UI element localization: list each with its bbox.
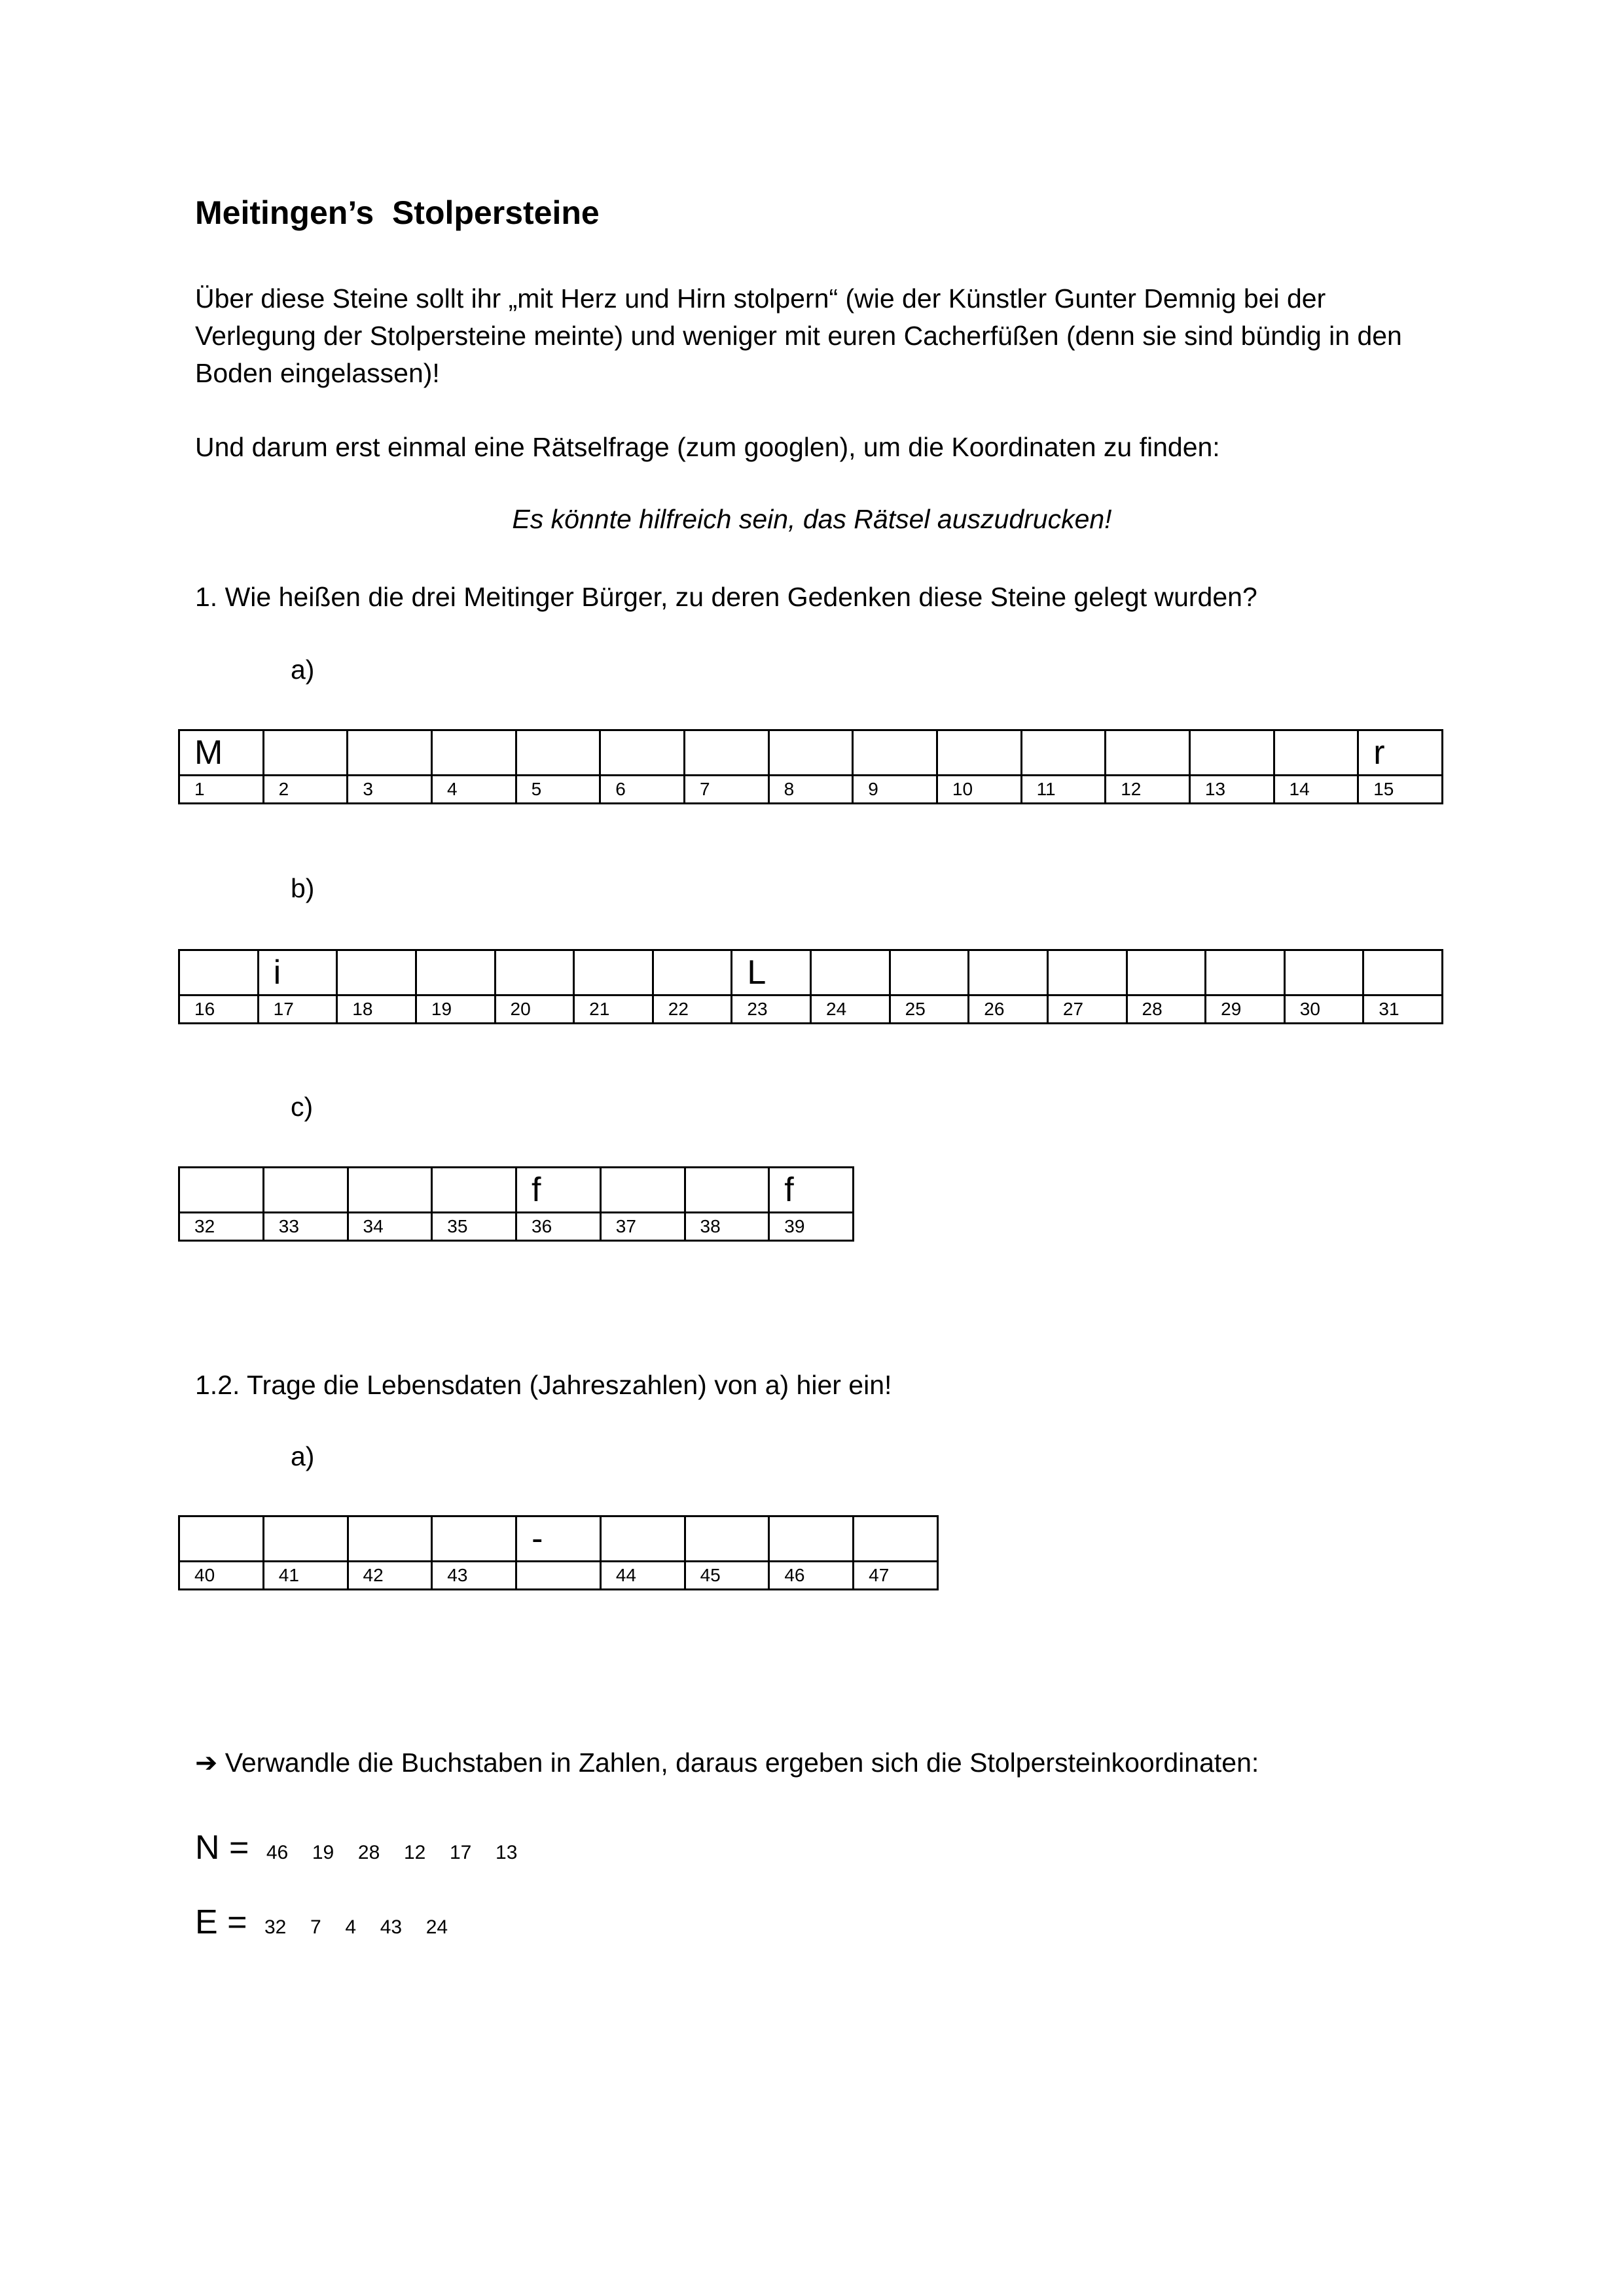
cell-number: 18 (337, 996, 416, 1024)
letter-cell[interactable]: L (732, 950, 811, 996)
question-2: 1.2. Trage die Lebensdaten (Jahreszahlen) von a) hier ein! (195, 1370, 892, 1400)
cell-number: 47 (854, 1562, 938, 1590)
letter-cell[interactable] (431, 730, 516, 776)
grid-a-label: a) (291, 655, 315, 685)
letter-cell[interactable] (179, 1168, 264, 1213)
puzzle-intro: Und darum erst einmal eine Rätselfrage (zum googlen), um die Koordinaten zu finden: (195, 432, 1220, 462)
letter-cell[interactable] (1363, 950, 1443, 996)
cell-number: 13 (1189, 776, 1274, 804)
letter-cell[interactable]: i (258, 950, 337, 996)
letter-cell[interactable] (1284, 950, 1363, 996)
cell-number: 16 (179, 996, 259, 1024)
cell-number: 8 (768, 776, 853, 804)
answer-grid-dates[interactable] (178, 1515, 939, 1590)
cell-number: 17 (258, 996, 337, 1024)
cell-number: 29 (1206, 996, 1285, 1024)
hint-text: Es könnte hilfreich sein, das Rätsel auszudrucken! (512, 504, 1112, 534)
cell-number: 32 (179, 1213, 264, 1241)
letter-cell[interactable] (1274, 730, 1358, 776)
cell-number: 9 (853, 776, 937, 804)
cell-number: 38 (685, 1213, 769, 1241)
cell-number: 31 (1363, 996, 1443, 1024)
cell-number: 1 (179, 776, 264, 804)
page-title: Meitingen’s Stolpersteine (195, 194, 600, 231)
cell-number: 3 (348, 776, 432, 804)
letter-cell[interactable] (263, 1516, 348, 1562)
letter-cell[interactable] (337, 950, 416, 996)
letter-cell[interactable] (854, 1516, 938, 1562)
letter-cell[interactable] (1021, 730, 1106, 776)
cell-number: 41 (263, 1562, 348, 1590)
grid-dates-label: a) (291, 1441, 315, 1471)
cell-number: 40 (179, 1562, 264, 1590)
letter-cell[interactable] (600, 1168, 685, 1213)
letter-cell[interactable]: r (1358, 730, 1443, 776)
cell-number: 4 (431, 776, 516, 804)
cell-number: 27 (1047, 996, 1127, 1024)
grid-b-label: b) (291, 873, 315, 903)
cell-number: 36 (516, 1213, 601, 1241)
letter-cell[interactable] (600, 730, 685, 776)
letter-cell[interactable] (1127, 950, 1206, 996)
answer-grid-b[interactable] (178, 949, 1443, 1024)
letter-cell[interactable] (769, 1516, 854, 1562)
intro-paragraph: Über diese Steine sollt ihr „mit Herz und Hirn stolpern“ (wie der Künstler Gunter Demnig bei der Verlegung der Stolpersteine meinte) und weniger mit euren Cacherfüßen (denn sie sind bündig in den Boden eingelassen)! (195, 283, 1402, 388)
cell-number: 15 (1358, 776, 1443, 804)
letter-cell[interactable]: - (516, 1516, 601, 1562)
cell-number: 43 (432, 1562, 516, 1590)
letter-cell[interactable] (574, 950, 653, 996)
letter-cell[interactable] (969, 950, 1048, 996)
cell-number: 26 (969, 996, 1048, 1024)
grid-c-label: c) (291, 1092, 314, 1122)
letter-cell[interactable] (653, 950, 732, 996)
cell-number: 45 (685, 1562, 769, 1590)
north-values: 46 19 28 12 17 13 (266, 1842, 518, 1863)
letter-cell[interactable] (432, 1516, 516, 1562)
cell-number: 19 (416, 996, 495, 1024)
letter-cell[interactable] (1047, 950, 1127, 996)
letter-cell[interactable] (890, 950, 969, 996)
cell-number (516, 1562, 601, 1590)
letter-cell[interactable] (685, 1516, 769, 1562)
letter-cell[interactable] (516, 730, 600, 776)
east-values: 32 7 4 43 24 (264, 1916, 448, 1938)
letter-cell[interactable] (348, 1516, 432, 1562)
cell-number: 20 (495, 996, 574, 1024)
letter-cell[interactable] (416, 950, 495, 996)
east-label: E = (195, 1903, 247, 1941)
cell-number: 22 (653, 996, 732, 1024)
letter-cell[interactable] (1206, 950, 1285, 996)
letter-cell[interactable] (348, 730, 432, 776)
letter-cell[interactable] (684, 730, 768, 776)
cell-number: 2 (263, 776, 348, 804)
letter-cell[interactable] (768, 730, 853, 776)
cell-number: 44 (600, 1562, 685, 1590)
answer-grid-a[interactable] (178, 729, 1443, 804)
answer-grid-c[interactable] (178, 1166, 854, 1242)
letter-cell[interactable]: f (516, 1168, 601, 1213)
cell-number: 35 (432, 1213, 516, 1241)
cell-number: 14 (1274, 776, 1358, 804)
letter-cell[interactable] (348, 1168, 432, 1213)
cell-number: 33 (263, 1213, 348, 1241)
cell-number: 10 (937, 776, 1021, 804)
letter-cell[interactable] (179, 950, 259, 996)
east-coordinate (195, 1903, 448, 1942)
north-coordinate (195, 1828, 517, 1867)
letter-cell[interactable]: f (769, 1168, 854, 1213)
cell-number: 37 (600, 1213, 685, 1241)
letter-cell[interactable] (495, 950, 574, 996)
cell-number: 25 (890, 996, 969, 1024)
letter-cell[interactable] (263, 1168, 348, 1213)
cell-number: 34 (348, 1213, 432, 1241)
question-1: 1. Wie heißen die drei Meitinger Bürger, zu deren Gedenken diese Steine gelegt wurden? (195, 582, 1257, 612)
letter-cell[interactable] (179, 1516, 264, 1562)
letter-cell[interactable] (853, 730, 937, 776)
cell-number: 23 (732, 996, 811, 1024)
letter-cell[interactable] (432, 1168, 516, 1213)
cell-number: 28 (1127, 996, 1206, 1024)
cell-number: 11 (1021, 776, 1106, 804)
cell-number: 7 (684, 776, 768, 804)
cell-number: 5 (516, 776, 600, 804)
letter-cell[interactable] (600, 1516, 685, 1562)
letter-cell[interactable]: M (179, 730, 264, 776)
letter-cell[interactable] (1189, 730, 1274, 776)
convert-instruction: ➔ Verwandle die Buchstaben in Zahlen, daraus ergeben sich die Stolpersteinkoordinaten: (195, 1748, 1259, 1778)
letter-cell[interactable] (811, 950, 890, 996)
cell-number: 24 (811, 996, 890, 1024)
cell-number: 21 (574, 996, 653, 1024)
cell-number: 39 (769, 1213, 854, 1241)
letter-cell[interactable] (1106, 730, 1190, 776)
cell-number: 6 (600, 776, 685, 804)
cell-number: 46 (769, 1562, 854, 1590)
letter-cell[interactable] (263, 730, 348, 776)
letter-cell[interactable] (685, 1168, 769, 1213)
letter-cell[interactable] (937, 730, 1021, 776)
cell-number: 12 (1106, 776, 1190, 804)
cell-number: 30 (1284, 996, 1363, 1024)
cell-number: 42 (348, 1562, 432, 1590)
north-label: N = (195, 1829, 249, 1867)
